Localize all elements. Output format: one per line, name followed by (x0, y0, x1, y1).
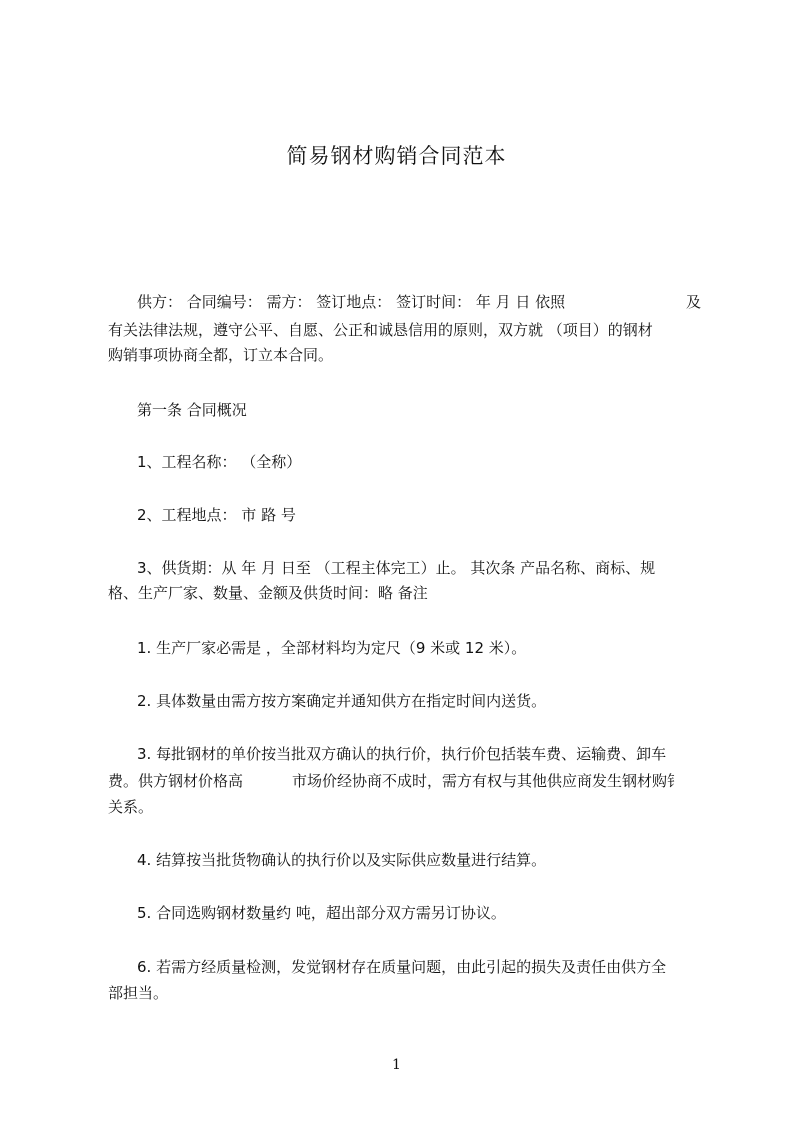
note-4: 4. 结算按当批货物确认的执行价以及实际供应数量进行结算。 (137, 851, 547, 869)
intro-line-2: 有关法律法规，遵守公平、自愿、公正和诚恳信用的原则，双方就 （项目）的钢材 (108, 321, 653, 339)
document-title: 简易钢材购销合同范本 (286, 144, 507, 168)
note-3-line-2-start: 费。供方钢材价格高 (108, 772, 244, 790)
note-1: 1. 生产厂家必需是 ，全部材料均为定尺（9 米或 12 米）。 (137, 639, 527, 657)
note-5: 5. 合同选购钢材数量约 吨，超出部分双方需另订协议。 (137, 904, 506, 922)
note-3-line-2-end: 市场价经协商不成时，需方有权与其他供应商发生钢材购钅 (292, 772, 683, 790)
item-2-project-location: 2、工程地点： 市 路 号 (137, 506, 296, 524)
item-1-project-name: 1、工程名称： （全称） (137, 453, 302, 471)
note-6-line-1: 6. 若需方经质量检测，发觉钢材存在质量问题，由此引起的损失及责任由供方全 (137, 958, 667, 976)
note-3-line-1: 3. 每批钢材的单价按当批双方确认的执行价，执行价包括装车费、运输费、卸车 (137, 745, 667, 763)
note-3-line-3: 关系。 (108, 798, 154, 816)
intro-line-1: 供方： 合同编号： 需方： 签订地点： 签订时间： 年 月 日 依照 (137, 293, 566, 311)
intro-line-3: 购销事项协商全都，订立本合同。 (108, 346, 334, 364)
page-number: 1 (392, 1057, 401, 1073)
article-1-heading: 第一条 合同概况 (137, 401, 247, 419)
intro-line-1-end: 及 (686, 293, 702, 311)
item-3-line-1: 3、供货期：从 年 月 日至 （工程主体完工）止。 其次条 产品名称、商标、规 (137, 559, 656, 577)
item-3-line-2: 格、生产厂家、数量、金额及供货时间：略 备注 (108, 584, 428, 602)
note-2: 2. 具体数量由需方按方案确定并通知供方在指定时间内送货。 (137, 692, 547, 710)
note-6-line-2: 部担当。 (108, 984, 169, 1002)
